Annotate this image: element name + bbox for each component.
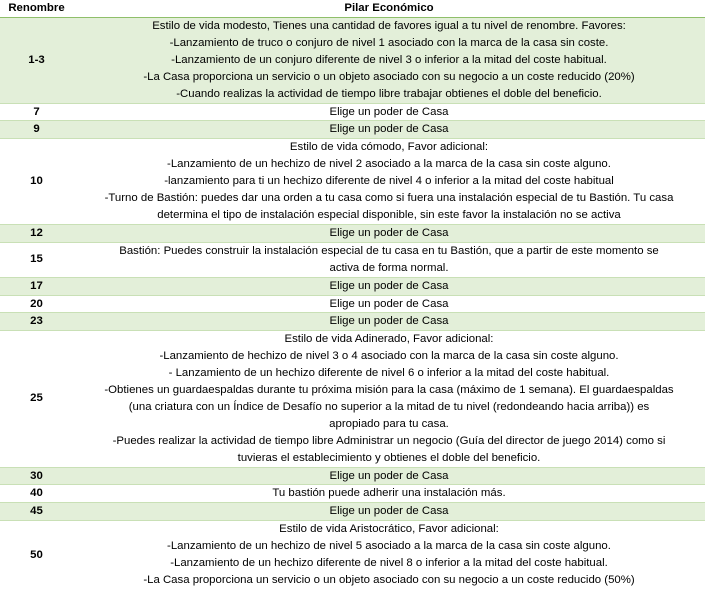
benefit-cell — [73, 103, 705, 121]
renown-level: 20 — [0, 295, 73, 313]
table-row — [0, 503, 705, 521]
table-row — [0, 224, 705, 242]
benefit-line: Bastión: Puedes construir la instalación especial de tu casa en tu Bastión, que a partir de este momento se — [119, 244, 659, 257]
benefit-line: -Obtienes un guardaespaldas durante tu próxima misión para la casa (máximo de 1 semana). El guardaespaldas — [104, 384, 674, 397]
table-row — [0, 467, 705, 485]
benefit-line: -Lanzamiento de hechizo de nivel 3 o 4 asociado con la marca de la casa sin coste alguno. — [159, 350, 619, 363]
renown-level: 17 — [0, 277, 73, 295]
benefit-line: Elige un poder de Casa — [329, 315, 449, 328]
table-row — [0, 139, 705, 225]
renown-level: 45 — [0, 503, 73, 521]
table-row — [0, 331, 705, 467]
benefit-line: Elige un poder de Casa — [329, 279, 449, 292]
renown-level: 7 — [0, 103, 73, 121]
benefit-cell — [73, 242, 705, 277]
header-pilar-economico: Pilar Económico — [73, 0, 705, 18]
benefit-line: -Puedes realizar la actividad de tiempo libre Administrar un negocio (Guía del director de juego 2014) como si — [112, 434, 666, 447]
benefit-cell — [73, 139, 705, 225]
benefit-line: -Turno de Bastión: puedes dar una orden a tu casa como si fuera una instalación especial de tu Bastión. Tu casa — [104, 192, 674, 205]
renown-level: 12 — [0, 224, 73, 242]
benefit-line: (una criatura con un Índice de Desafío no superior a la mitad de tu nivel (redondeando hacia arriba)) es — [128, 400, 650, 413]
benefit-line: - Lanzamiento de un hechizo diferente de nivel 6 o inferior a la mitad del coste habitual. — [168, 367, 610, 380]
table-row — [0, 313, 705, 331]
benefit-line: Elige un poder de Casa — [329, 297, 449, 310]
benefit-cell — [73, 467, 705, 485]
renown-level: 40 — [0, 485, 73, 503]
benefit-cell — [73, 503, 705, 521]
table-row — [0, 485, 705, 503]
header-row — [0, 0, 705, 18]
benefit-cell — [73, 485, 705, 503]
benefit-line: Elige un poder de Casa — [329, 123, 449, 136]
benefit-line: Estilo de vida Aristocrático, Favor adicional: — [279, 523, 499, 536]
benefit-cell — [73, 18, 705, 104]
table-row — [0, 121, 705, 139]
table-row — [0, 242, 705, 277]
benefit-line: -Lanzamiento de un conjuro diferente de nivel 3 o inferior a la mitad del coste habitual. — [171, 53, 607, 66]
benefit-line: Estilo de vida cómodo, Favor adicional: — [289, 141, 489, 154]
benefit-line: -Lanzamiento de un hechizo diferente de nivel 8 o inferior a la mitad del coste habitual. — [170, 557, 608, 570]
benefit-cell — [73, 277, 705, 295]
renown-level: 50 — [0, 521, 73, 589]
benefit-cell — [73, 331, 705, 467]
benefit-cell — [73, 313, 705, 331]
benefit-line: -Cuando realizas la actividad de tiempo libre trabajar obtienes el doble del beneficio. — [176, 87, 602, 100]
benefit-line: determina el tipo de instalación especial disponible, sin este favor la instalación no se activa — [157, 208, 621, 221]
benefit-line: Elige un poder de Casa — [329, 105, 449, 118]
renown-level: 1-3 — [0, 18, 73, 104]
benefit-line: Elige un poder de Casa — [329, 469, 449, 482]
table-row — [0, 103, 705, 121]
table-row — [0, 521, 705, 589]
renown-level: 10 — [0, 139, 73, 225]
benefit-line: -Lanzamiento de un hechizo de nivel 2 asociado a la marca de la casa sin coste alguno. — [167, 158, 611, 171]
renown-level: 23 — [0, 313, 73, 331]
benefit-line: -Lanzamiento de un hechizo de nivel 5 asociado a la marca de la casa sin coste alguno. — [167, 540, 611, 553]
benefit-line: -La Casa proporciona un servicio o un objeto asociado con su negocio a un coste reducido (50%) — [143, 574, 635, 586]
table-body — [0, 18, 705, 589]
benefit-cell — [73, 121, 705, 139]
table-row — [0, 277, 705, 295]
table-row — [0, 18, 705, 104]
renown-level: 15 — [0, 242, 73, 277]
benefit-line: Estilo de vida modesto, Tienes una cantidad de favores igual a tu nivel de renombre. Favores: — [152, 20, 626, 32]
benefit-cell — [73, 521, 705, 589]
benefit-line: tuvieras el establecimiento y obtienes el doble del beneficio. — [237, 451, 541, 464]
benefit-line: apropiado para tu casa. — [329, 417, 449, 430]
renown-level: 30 — [0, 467, 73, 485]
benefit-cell — [73, 295, 705, 313]
header-renombre: Renombre — [0, 0, 73, 18]
benefit-line: Elige un poder de Casa — [329, 226, 449, 239]
renown-level: 9 — [0, 121, 73, 139]
benefit-line: Estilo de vida Adinerado, Favor adicional: — [284, 333, 494, 346]
benefit-line: -lanzamiento para ti un hechizo diferente de nivel 4 o inferior a la mitad del coste habitual — [164, 175, 614, 188]
benefit-line: -Lanzamiento de truco o conjuro de nivel 1 asociado con la marca de la casa sin coste. — [169, 36, 609, 49]
benefit-line: Tu bastión puede adherir una instalación más. — [272, 487, 506, 500]
benefit-line: -La Casa proporciona un servicio o un objeto asociado con su negocio a un coste reducido (20%) — [143, 70, 635, 83]
benefit-line: Elige un poder de Casa — [329, 505, 449, 518]
renown-level: 25 — [0, 331, 73, 467]
benefit-cell — [73, 224, 705, 242]
benefit-line: activa de forma normal. — [329, 261, 449, 274]
table-row — [0, 295, 705, 313]
